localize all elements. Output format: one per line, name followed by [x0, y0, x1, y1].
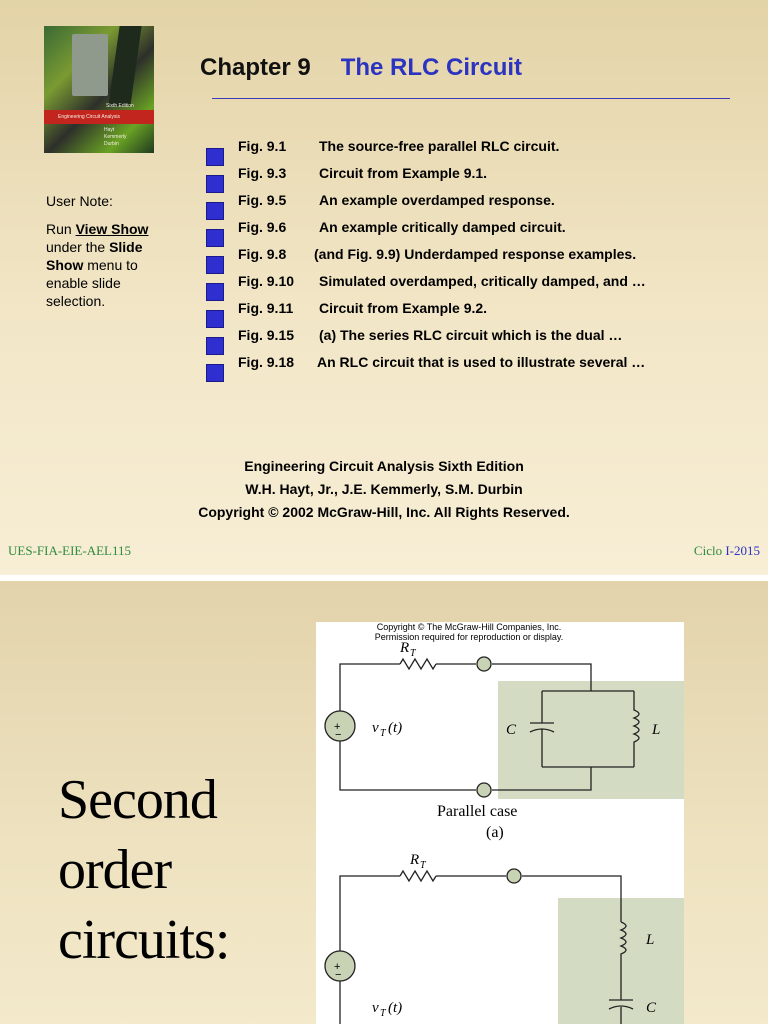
figure-description: (a) The series RLC circuit which is the dual … [319, 327, 623, 343]
figure-item[interactable] [206, 217, 746, 244]
svg-text:C: C [646, 1000, 657, 1016]
figure-item[interactable] [206, 271, 746, 298]
course-code: UES-FIA-EIE-AEL115 [8, 543, 131, 558]
figure-id: Fig. 9.18 [238, 354, 295, 370]
figure-item[interactable] [206, 298, 746, 325]
svg-text:(t): (t) [388, 1000, 403, 1016]
chapter-title [200, 54, 522, 82]
title-divider [212, 98, 730, 99]
figure-item[interactable] [206, 325, 746, 352]
figure-id: Fig. 9.10 [238, 273, 295, 289]
figure-id: Fig. 9.1 [238, 138, 287, 154]
credits-authors: W.H. Hayt, Jr., J.E. Kemmerly, S.M. Durbin [245, 481, 523, 497]
parallel-caption-letter: (a) [486, 824, 504, 841]
svg-text:T: T [420, 860, 426, 871]
book-credits [0, 455, 768, 524]
svg-text:R: R [410, 852, 420, 868]
term-label: Ciclo I-2015 [693, 543, 760, 558]
credits-copyright: Copyright © 2002 McGraw-Hill, Inc. All Rights Reserved. [198, 504, 570, 520]
svg-text:L: L [646, 932, 655, 948]
figure-copyright: Copyright © The McGraw-Hill Companies, Inc. Permission required for reproduction or display. [374, 622, 564, 642]
figure-item[interactable] [206, 244, 746, 271]
figure-id: Fig. 9.8 [238, 246, 287, 262]
figure-id: Fig. 9.3 [238, 165, 287, 181]
svg-text:−: − [335, 969, 342, 981]
credits-edition: Engineering Circuit Analysis Sixth Edition [244, 458, 524, 474]
figure-id: Fig. 9.6 [238, 219, 287, 235]
slide-heading: Second order circuits: [58, 769, 230, 971]
figure-description: The source-free parallel RLC circuit. [319, 138, 560, 154]
figure-description: Circuit from Example 9.2. [319, 300, 488, 316]
figure-description: An example critically damped circuit. [319, 219, 566, 235]
svg-text:v: v [372, 1000, 379, 1016]
book-cover-image: Sixth Edition Engineering Circuit Analysis Hayt Kemmerly Durbin [44, 26, 154, 153]
svg-text:L: L [652, 722, 661, 738]
svg-text:v: v [372, 720, 379, 736]
circuit-diagram [316, 622, 684, 1024]
parallel-caption: Parallel case [437, 803, 518, 820]
rlc-circuit-figure [316, 622, 684, 1024]
svg-text:R: R [400, 640, 410, 656]
figure-id: Fig. 9.11 [238, 300, 294, 316]
figure-item[interactable] [206, 136, 746, 163]
figure-item[interactable] [206, 352, 746, 379]
user-note-body: Run View Show under the Slide Show menu to enable slide selection. [46, 221, 149, 309]
figure-item[interactable] [206, 190, 746, 217]
chapter-number: Chapter 9 [200, 54, 311, 81]
figure-description: Simulated overdamped, critically damped, and … [319, 273, 646, 289]
user-note [46, 192, 176, 310]
figure-list [206, 136, 746, 379]
figure-description: Circuit from Example 9.1. [319, 165, 488, 181]
svg-text:+: + [334, 721, 341, 733]
svg-text:−: − [335, 729, 342, 741]
chapter-name: The RLC Circuit [340, 54, 523, 81]
svg-text:(t): (t) [388, 720, 403, 736]
slide-second-order-circuits [0, 581, 768, 1024]
figure-item[interactable] [206, 163, 746, 190]
figure-id: Fig. 9.15 [238, 327, 295, 343]
svg-text:T: T [410, 648, 416, 659]
figure-link-button[interactable] [206, 364, 224, 382]
svg-text:T: T [380, 728, 386, 739]
svg-text:C: C [506, 722, 517, 738]
svg-text:+: + [334, 961, 341, 973]
figure-description: (and Fig. 9.9) Underdamped response examples. [314, 246, 637, 262]
figure-description: An RLC circuit that is used to illustrate several … [317, 354, 646, 370]
svg-text:T: T [380, 1008, 386, 1019]
user-note-heading: User Note: [46, 193, 113, 209]
figure-id: Fig. 9.5 [238, 192, 287, 208]
figure-description: An example overdamped response. [319, 192, 555, 208]
